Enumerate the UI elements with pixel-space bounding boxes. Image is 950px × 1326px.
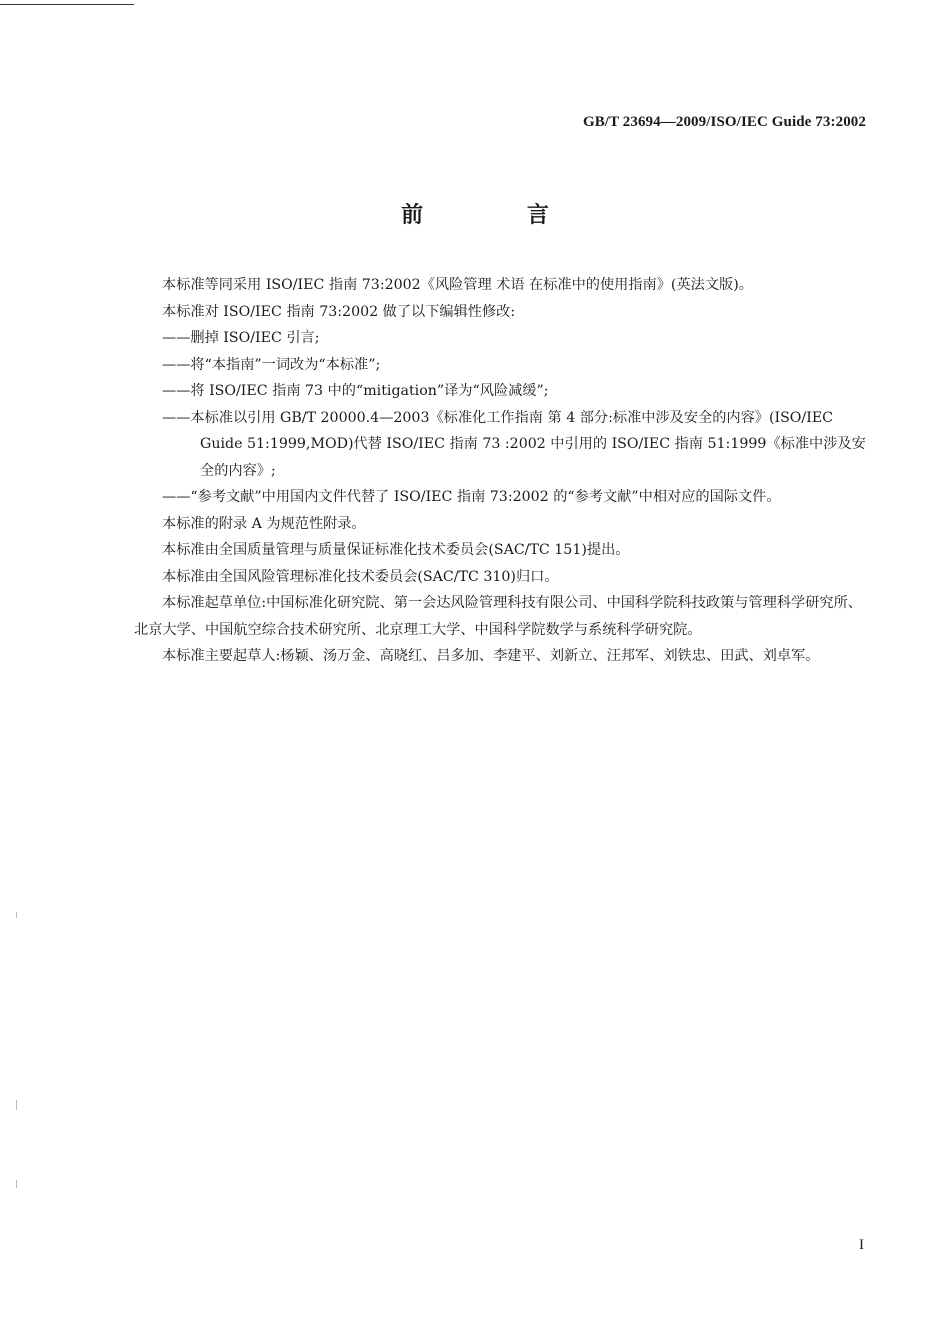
page-number: I	[859, 1237, 864, 1253]
modification-item: ——将 ISO/IEC 指南 73 中的“mitigation”译为“风险减缓”;	[162, 383, 549, 399]
modification-item: ——删掉 ISO/IEC 引言;	[162, 330, 320, 346]
paragraph-modifications-intro: 本标准对 ISO/IEC 指南 73:2002 做了以下编辑性修改:	[162, 303, 516, 320]
document-body	[134, 272, 868, 670]
page-title: 前 言	[401, 203, 597, 228]
paragraph-managed-by: 本标准由全国风险管理标准化技术委员会(SAC/TC 310)归口。	[162, 568, 559, 585]
modification-item: ——本标准以引用 GB/T 20000.4—2003《标准化工作指南 第 4 部分:标准中涉及安全的内容》(ISO/IEC Guide 51:1999,MOD)代替 ISO/IEC 指南 73 :2002 中引用的 ISO/IEC 指南 51:1999《标准中涉及安全的内容》;	[162, 409, 866, 479]
scan-artifact	[16, 1180, 17, 1188]
paragraph-drafting-units: 本标准起草单位:中国标准化研究院、第一会达风险管理科技有限公司、中国科学院科技政策与管理科学研究所、北京大学、中国航空综合技术研究所、北京理工大学、中国科学院数学与系统科学研究院。	[134, 595, 862, 638]
paragraph-adoption: 本标准等同采用 ISO/IEC 指南 73:2002《风险管理 术语 在标准中的使用指南》(英法文版)。	[162, 277, 753, 293]
scan-artifact	[16, 912, 17, 918]
scan-artifact	[16, 1100, 17, 1110]
modification-item: ——将“本指南”一词改为“本标准”;	[162, 356, 381, 373]
standard-code: GB/T 23694—2009/ISO/IEC Guide 73:2002	[582, 114, 866, 130]
top-rule	[0, 4, 134, 5]
paragraph-drafters: 本标准主要起草人:杨颖、汤万金、高晓红、吕多加、李建平、刘新立、汪邦军、刘铁忠、田武、刘卓军。	[162, 648, 820, 664]
paragraph-proposed-by: 本标准由全国质量管理与质量保证标准化技术委员会(SAC/TC 151)提出。	[162, 542, 630, 558]
modification-item: ——“参考文献”中用国内文件代替了 ISO/IEC 指南 73:2002 的“参考文献”中相对应的国际文件。	[162, 489, 781, 505]
paragraph-annex: 本标准的附录 A 为规范性附录。	[162, 515, 366, 532]
